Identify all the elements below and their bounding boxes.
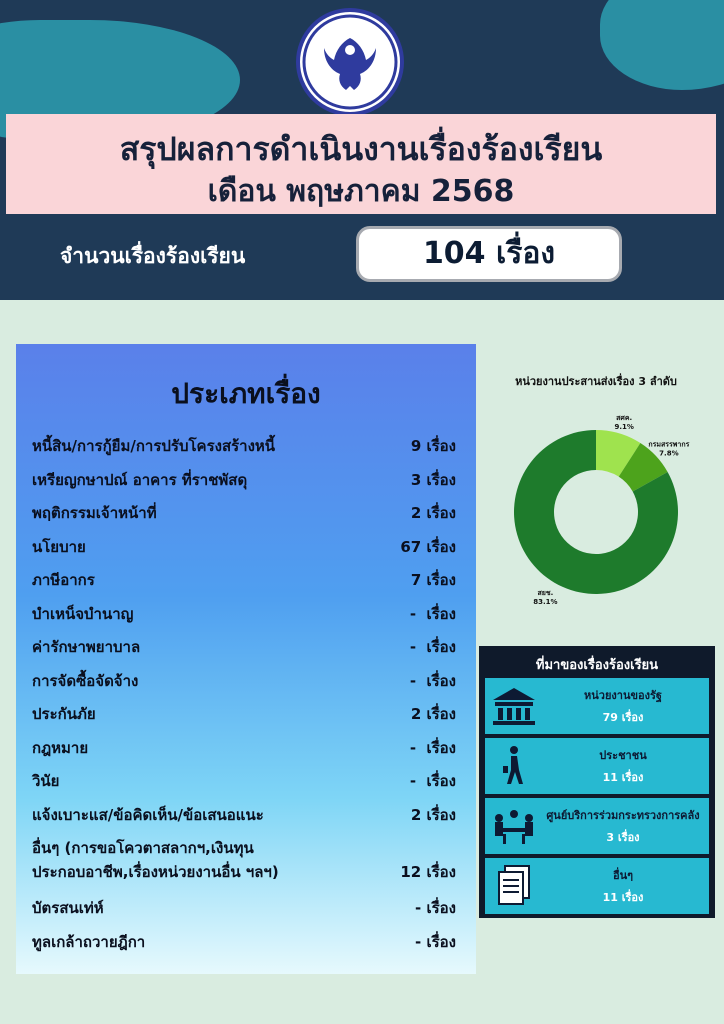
complaint-type-count: 67 เรื่อง bbox=[400, 537, 456, 556]
page-subtitle: เดือน พฤษภาคม 2568 bbox=[207, 174, 515, 209]
complaint-type-label: การจัดซื้อจัดจ้าง bbox=[32, 671, 139, 690]
complaint-source-name: ประชาชน bbox=[599, 749, 647, 762]
complaint-type-count: 9 เรื่อง bbox=[410, 437, 456, 455]
complaint-type-label: วินัย bbox=[32, 772, 60, 790]
complaint-type-label: ภาษีอากร bbox=[32, 571, 95, 589]
complaint-type-label: บำเหน็จบำนาญ bbox=[32, 604, 134, 623]
complaint-count-value: 104 เรื่อง bbox=[356, 226, 622, 282]
complaint-type-label: ทูลเกล้าถวายฎีกา bbox=[32, 932, 146, 951]
slice-value-label: 83.1% bbox=[533, 597, 558, 606]
complaint-type-label: พฤติกรรมเจ้าหน้าที่ bbox=[32, 504, 157, 522]
slice-category-label: สศค. bbox=[616, 413, 633, 422]
complaint-source-row bbox=[485, 798, 709, 854]
complaint-source-name: ศูนย์บริการร่วมกระทรวงการคลัง bbox=[546, 809, 700, 822]
complaint-type-label: เหรียญกษาปณ์ อาคาร ที่ราชพัสดุ bbox=[32, 470, 248, 489]
slice-category-label: กรมสรรพากร bbox=[648, 440, 690, 449]
complaint-type-label: ประกันภัย bbox=[32, 705, 96, 723]
slice-value-label: 7.8% bbox=[659, 449, 679, 458]
complaint-type-label: หนี้สิน/การกู้ยืม/การปรับโครงสร้างหนี้ bbox=[32, 437, 276, 455]
complaint-source-row bbox=[485, 858, 709, 914]
complaint-source-name: อื่นๆ bbox=[612, 869, 634, 882]
complaint-type-count: 2 เรื่อง bbox=[410, 805, 456, 824]
ministry-logo bbox=[296, 8, 404, 116]
complaint-source-name: หน่วยงานของรัฐ bbox=[584, 689, 662, 702]
complaint-type-label: แจ้งเบาะแส/ข้อคิดเห็น/ข้อเสนอแนะ bbox=[32, 805, 264, 824]
coordinating-agency-donut-chart bbox=[470, 390, 722, 630]
complaint-type-count: - เรื่อง bbox=[415, 899, 456, 917]
complaint-source-value: 3 เรื่อง bbox=[606, 831, 640, 844]
complaint-source-row bbox=[485, 738, 709, 794]
chart-title: หน่วยงานประสานส่งเรื่อง 3 ลำดับ bbox=[515, 375, 677, 388]
complaint-type-label: บัตรสนเท่ห์ bbox=[32, 899, 104, 917]
complaint-type-count: 3 เรื่อง bbox=[410, 470, 456, 489]
slice-category-label: สยช. bbox=[537, 588, 554, 597]
walking-person-icon bbox=[489, 744, 539, 788]
complaint-type-panel bbox=[16, 344, 476, 974]
complaint-type-label: กฎหมาย bbox=[32, 738, 89, 757]
complaint-source-row bbox=[485, 678, 709, 734]
complaint-type-label: ค่ารักษาพยาบาล bbox=[32, 638, 141, 656]
complaint-source-panel bbox=[479, 646, 715, 918]
complaint-type-count: - เรื่อง bbox=[409, 738, 456, 757]
complaint-type-count: - เรื่อง bbox=[409, 604, 456, 623]
government-building-icon bbox=[489, 684, 539, 728]
complaint-source-heading: ที่มาของเรื่องร้องเรียน bbox=[535, 658, 659, 673]
complaint-type-count: - เรื่อง bbox=[409, 671, 456, 690]
complaint-source-value: 79 เรื่อง bbox=[602, 711, 644, 724]
decorative-blob bbox=[600, 0, 724, 90]
complaint-type-count: 7 เรื่อง bbox=[410, 571, 456, 589]
complaint-type-label: นโยบาย bbox=[32, 537, 86, 556]
documents-icon bbox=[489, 864, 539, 908]
complaint-source-value: 11 เรื่อง bbox=[602, 891, 644, 904]
complaint-source-value: 11 เรื่อง bbox=[602, 771, 644, 784]
complaint-type-count: - เรื่อง bbox=[415, 932, 456, 951]
slice-value-label: 9.1% bbox=[614, 422, 634, 431]
title-banner bbox=[6, 114, 716, 214]
complaint-type-count: 2 เรื่อง bbox=[410, 705, 456, 723]
complaint-count-label: จำนวนเรื่องร้องเรียน bbox=[60, 244, 246, 268]
page-title: สรุปผลการดำเนินงานเรื่องร้องเรียน bbox=[119, 130, 603, 168]
complaint-type-count: 12 เรื่อง bbox=[400, 863, 456, 881]
complaint-type-count: - เรื่อง bbox=[409, 772, 456, 790]
complaint-type-heading: ประเภทเรื่อง bbox=[171, 377, 321, 410]
complaint-type-count: 2 เรื่อง bbox=[410, 504, 456, 522]
meeting-table-icon bbox=[489, 804, 539, 848]
complaint-type-count: - เรื่อง bbox=[409, 638, 456, 656]
complaint-type-label: อื่นๆ (การขอโควตาสลากฯ,เงินทุน ประกอบอาชีพ,เรื่องหน่วยงานอื่น ฯลฯ) bbox=[32, 839, 279, 881]
garuda-seal-icon bbox=[300, 12, 400, 112]
